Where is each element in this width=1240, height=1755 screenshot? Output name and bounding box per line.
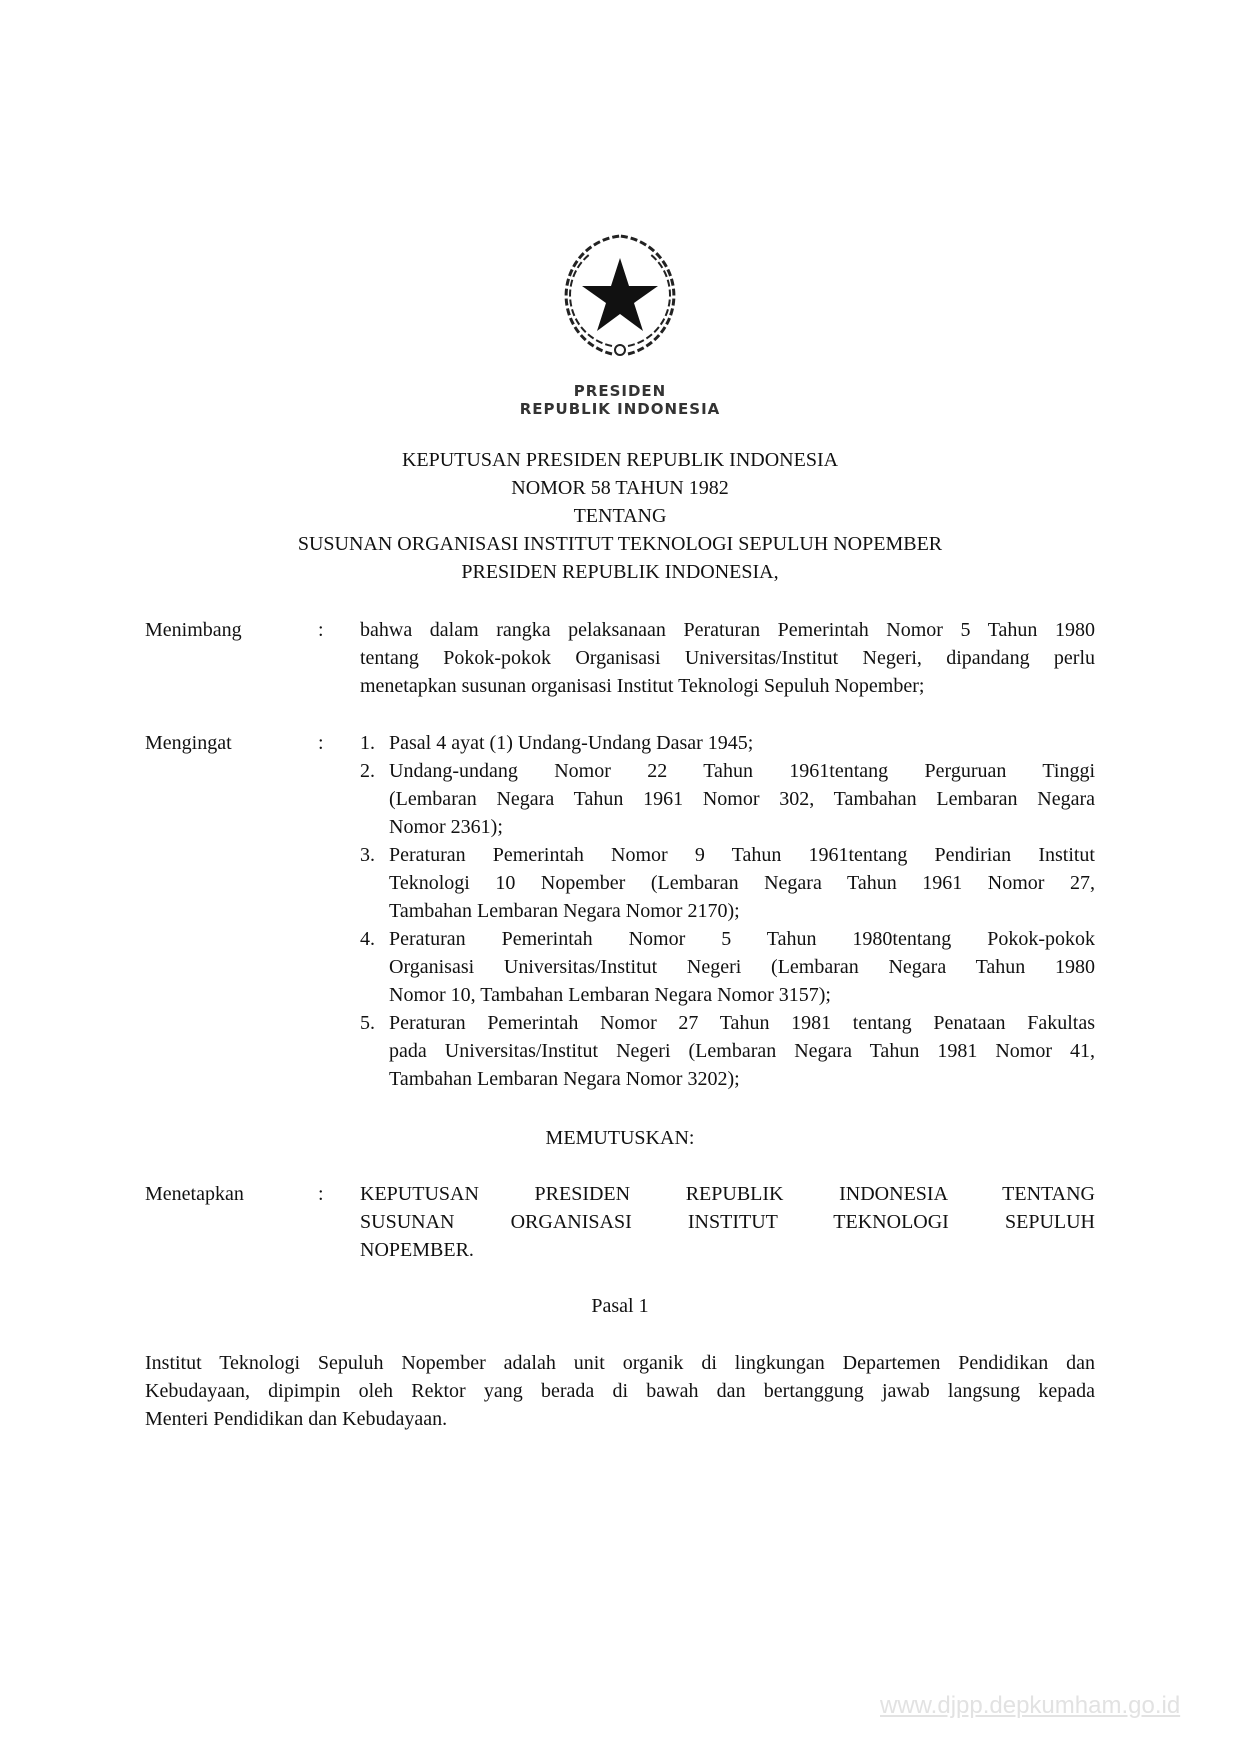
mengingat-label: Mengingat [145, 732, 232, 754]
text-line: Menteri Pendidikan dan Kebudayaan. [145, 1408, 448, 1430]
list-item [360, 757, 1095, 841]
emblem-label-president: PRESIDEN [573, 382, 667, 400]
text-line: Nomor 2361); [389, 816, 503, 838]
text-line: Organisasi Universitas/Institut Negeri (Lembaran Negara Tahun 1980 [389, 956, 1095, 978]
text-line: bahwa dalam rangka pelaksanaan Peraturan Pemerintah Nomor 5 Tahun 1980 [360, 619, 1095, 641]
item-number: 1. [360, 732, 375, 754]
text-line: NOPEMBER. [360, 1239, 474, 1261]
menimbang-label: Menimbang [145, 619, 242, 641]
text-line: Peraturan Pemerintah Nomor 9 Tahun 1961tentang Pendirian Institut [389, 844, 1095, 866]
text-line: SUSUNAN ORGANISASI INSTITUT TEKNOLOGI SEPULUH [360, 1211, 1095, 1233]
list-item [360, 729, 1095, 757]
mengingat-list [360, 729, 1095, 1093]
watermark-link[interactable]: www.djpp.depkumham.go.id [880, 1692, 1181, 1719]
list-item [360, 925, 1095, 1009]
presidential-emblem [550, 226, 690, 366]
text-line: tentang Pokok-pokok Organisasi Universitas/Institut Negeri, dipandang perlu [360, 647, 1095, 669]
text-line: Pasal 4 ayat (1) Undang-Undang Dasar 1945; [389, 732, 754, 754]
pasal-1-text [145, 1349, 1095, 1433]
colon: : [318, 1183, 324, 1205]
text-line: (Lembaran Negara Tahun 1961 Nomor 302, Tambahan Lembaran Negara [389, 788, 1095, 810]
text-line: Nomor 10, Tambahan Lembaran Negara Nomor 3157); [389, 984, 831, 1006]
star-wreath-icon [550, 226, 690, 366]
list-item [360, 841, 1095, 925]
title-line: PRESIDEN REPUBLIK INDONESIA, [461, 561, 779, 583]
item-number: 2. [360, 760, 375, 782]
item-number: 5. [360, 1012, 375, 1034]
text-line: Tambahan Lembaran Negara Nomor 3202); [389, 1068, 740, 1090]
memutuskan-heading: MEMUTUSKAN: [545, 1127, 695, 1149]
title-line: TENTANG [573, 505, 667, 527]
menetapkan-text [360, 1180, 1095, 1264]
title-line: NOMOR 58 TAHUN 1982 [511, 477, 729, 499]
list-item [360, 1009, 1095, 1093]
document-title [0, 446, 1240, 586]
text-line: Kebudayaan, dipimpin oleh Rektor yang berada di bawah dan bertanggung jawab langsung kepada [145, 1380, 1095, 1402]
menetapkan-label: Menetapkan [145, 1183, 244, 1205]
text-line: Institut Teknologi Sepuluh Nopember adalah unit organik di lingkungan Departemen Pendidikan dan [145, 1352, 1095, 1374]
text-line: Teknologi 10 Nopember (Lembaran Negara Tahun 1961 Nomor 27, [389, 872, 1095, 894]
item-number: 4. [360, 928, 375, 950]
pasal-1-heading: Pasal 1 [591, 1295, 649, 1317]
colon: : [318, 732, 324, 754]
text-line: Peraturan Pemerintah Nomor 5 Tahun 1980tentang Pokok-pokok [389, 928, 1095, 950]
item-number: 3. [360, 844, 375, 866]
text-line: Peraturan Pemerintah Nomor 27 Tahun 1981 tentang Penataan Fakultas [389, 1012, 1095, 1034]
title-line: KEPUTUSAN PRESIDEN REPUBLIK INDONESIA [401, 449, 839, 471]
menimbang-text [360, 616, 1095, 700]
text-line: KEPUTUSAN PRESIDEN REPUBLIK INDONESIA TENTANG [360, 1183, 1095, 1205]
colon: : [318, 619, 324, 641]
emblem-label-republic: REPUBLIK INDONESIA [519, 400, 721, 418]
text-line: Undang-undang Nomor 22 Tahun 1961tentang Perguruan Tinggi [389, 760, 1095, 782]
text-line: pada Universitas/Institut Negeri (Lembaran Negara Tahun 1981 Nomor 41, [389, 1040, 1095, 1062]
text-line: Tambahan Lembaran Negara Nomor 2170); [389, 900, 740, 922]
title-line: SUSUNAN ORGANISASI INSTITUT TEKNOLOGI SEPULUH NOPEMBER [297, 533, 943, 555]
text-line: menetapkan susunan organisasi Institut Teknologi Sepuluh Nopember; [360, 675, 925, 697]
